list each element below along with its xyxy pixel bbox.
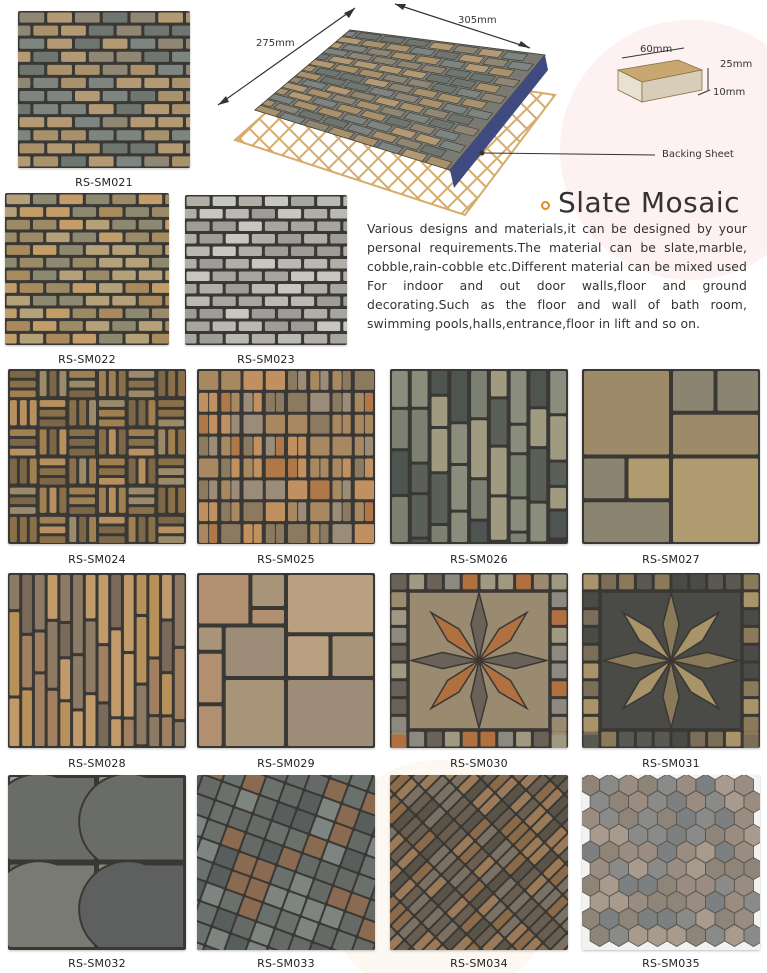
product-code: RS-SM032 <box>68 957 126 970</box>
title-bullet-icon <box>541 201 550 210</box>
product-image <box>582 775 760 950</box>
product-image <box>197 775 375 950</box>
chip-thickness-label: 10mm <box>713 87 746 98</box>
product-image <box>390 369 568 544</box>
product-image <box>390 775 568 950</box>
product-code: RS-SM022 <box>58 353 116 366</box>
product-code: RS-SM027 <box>642 553 700 566</box>
product-code: RS-SM026 <box>450 553 508 566</box>
product-image <box>582 369 760 544</box>
product-code: RS-SM024 <box>68 553 126 566</box>
page-title: Slate Mosaic <box>558 186 741 219</box>
product-image <box>197 369 375 544</box>
product-code: RS-SM028 <box>68 757 126 770</box>
product-code: RS-SM033 <box>257 957 315 970</box>
product-image <box>5 193 169 345</box>
product-code: RS-SM023 <box>237 353 295 366</box>
product-code: RS-SM029 <box>257 757 315 770</box>
product-code: RS-SM035 <box>642 957 700 970</box>
length-label: 305mm <box>458 15 497 26</box>
product-image <box>8 369 186 544</box>
product-image <box>18 11 190 168</box>
product-image <box>197 573 375 748</box>
product-image <box>8 573 186 748</box>
product-code: RS-SM030 <box>450 757 508 770</box>
product-code: RS-SM034 <box>450 957 508 970</box>
description-text: Various designs and materials,it can be designed by your personal requirements.The material can be slate,marble, cobble,rain-cobble etc.Different material can be mixed used For indoor and out door walls,floor and ground decorating.Such as the floor and wall of bath room, swimming pools,halls,entrance,floor in lift and so on. <box>367 221 747 331</box>
product-image <box>390 573 568 748</box>
product-image <box>8 775 186 950</box>
width-label: 275mm <box>256 38 295 49</box>
product-code: RS-SM031 <box>642 757 700 770</box>
chip-length-label: 60mm <box>640 44 673 55</box>
chip-height-label: 25mm <box>720 59 753 70</box>
product-image <box>185 195 347 345</box>
single-chip <box>618 48 710 102</box>
product-image <box>582 573 760 748</box>
product-code: RS-SM021 <box>75 176 133 189</box>
backing-sheet-label: Backing Sheet <box>662 149 734 160</box>
product-code: RS-SM025 <box>257 553 315 566</box>
